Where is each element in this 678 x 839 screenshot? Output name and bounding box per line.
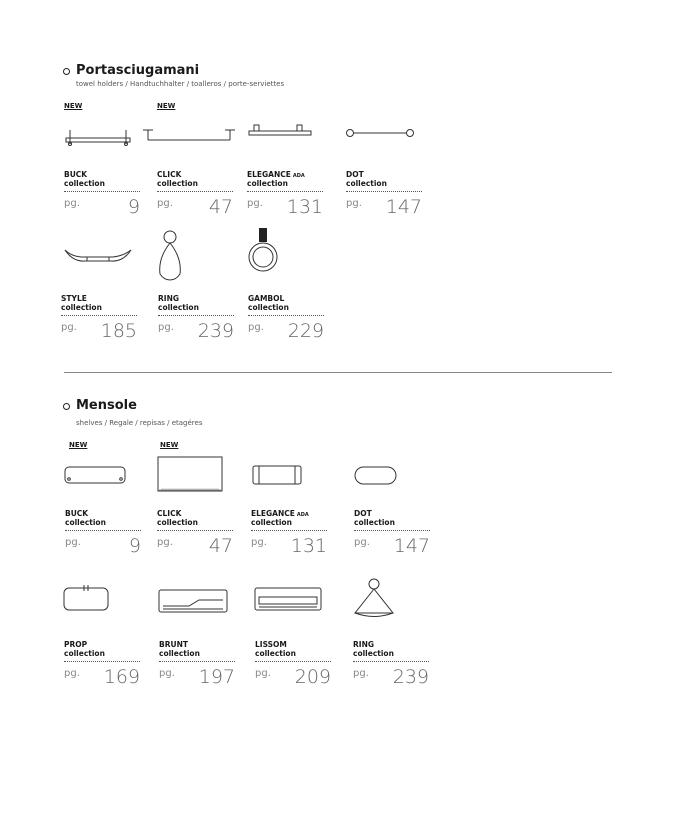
page-number: 47 bbox=[208, 535, 233, 557]
catalog-item[interactable] bbox=[157, 441, 237, 557]
section-title: Mensole bbox=[76, 398, 137, 413]
catalog-item[interactable] bbox=[346, 102, 426, 218]
catalog-item[interactable] bbox=[251, 441, 331, 557]
catalog-item[interactable] bbox=[354, 441, 434, 557]
dotted-divider bbox=[251, 530, 327, 531]
dotted-divider bbox=[346, 191, 422, 192]
section-subtitle: towel holders / Handtuchhalter / toalleros / porte-serviettes bbox=[76, 80, 285, 88]
item-collection-label: collection bbox=[157, 518, 198, 527]
item-name: PROP bbox=[64, 640, 88, 649]
page-prefix: pg. bbox=[64, 198, 80, 209]
page-number: 131 bbox=[286, 196, 323, 218]
dotted-divider bbox=[64, 191, 140, 192]
dotted-divider bbox=[354, 530, 430, 531]
lissom-shelf-icon bbox=[255, 586, 335, 636]
new-badge: NEW bbox=[69, 441, 88, 449]
elegance-shelf-icon bbox=[251, 455, 331, 505]
catalog-item[interactable] bbox=[65, 441, 145, 557]
item-collection-label: collection bbox=[255, 649, 296, 658]
catalog-item[interactable] bbox=[255, 572, 335, 688]
dotted-divider bbox=[157, 191, 233, 192]
item-collection-label: collection bbox=[354, 518, 395, 527]
page-prefix: pg. bbox=[157, 198, 173, 209]
item-collection-label: collection bbox=[157, 179, 198, 188]
item-collection-label: collection bbox=[158, 303, 199, 312]
dot-shelf-icon bbox=[354, 455, 434, 505]
page-number: 185 bbox=[100, 320, 137, 342]
catalog-item[interactable] bbox=[248, 226, 328, 342]
catalog-item[interactable] bbox=[159, 572, 239, 688]
page-number: 147 bbox=[393, 535, 430, 557]
page-prefix: pg. bbox=[248, 322, 264, 333]
page-prefix: pg. bbox=[64, 668, 80, 679]
item-name: BRUNT bbox=[159, 640, 188, 649]
bullet-icon bbox=[63, 403, 70, 410]
item-collection-label: collection bbox=[353, 649, 394, 658]
item-collection-label: collection bbox=[248, 303, 289, 312]
brunt-shelf-icon bbox=[159, 586, 239, 636]
item-name: STYLE bbox=[61, 294, 87, 303]
page-number: 131 bbox=[290, 535, 327, 557]
new-badge: NEW bbox=[160, 441, 179, 449]
item-collection-label: collection bbox=[65, 518, 106, 527]
item-collection-label: collection bbox=[64, 179, 105, 188]
ada-label: ADA bbox=[292, 173, 305, 179]
page-number: 239 bbox=[197, 320, 234, 342]
item-collection-label: collection bbox=[251, 518, 292, 527]
catalog-item[interactable] bbox=[64, 102, 144, 218]
bullet-icon bbox=[63, 68, 70, 75]
page-number: 239 bbox=[392, 666, 429, 688]
item-collection-label: collection bbox=[64, 649, 105, 658]
page-prefix: pg. bbox=[255, 668, 271, 679]
item-collection-label: collection bbox=[346, 179, 387, 188]
page-prefix: pg. bbox=[346, 198, 362, 209]
buck-shelf-icon bbox=[65, 455, 145, 505]
buck-towel-bar-icon bbox=[64, 116, 144, 166]
page-number: 147 bbox=[385, 196, 422, 218]
dotted-divider bbox=[157, 530, 233, 531]
ada-label: ADA bbox=[296, 512, 309, 518]
catalog-item[interactable] bbox=[158, 226, 238, 342]
catalog-item[interactable] bbox=[157, 102, 237, 218]
item-collection-label: collection bbox=[61, 303, 102, 312]
item-name: LISSOM bbox=[255, 640, 287, 649]
dotted-divider bbox=[255, 661, 331, 662]
page-prefix: pg. bbox=[61, 322, 77, 333]
page-number: 197 bbox=[198, 666, 235, 688]
section-title: Portasciugamani bbox=[76, 63, 200, 78]
dotted-divider bbox=[247, 191, 323, 192]
elegance-towel-bar-icon bbox=[247, 116, 327, 166]
page-number: 47 bbox=[208, 196, 233, 218]
page-prefix: pg. bbox=[251, 537, 267, 548]
page-prefix: pg. bbox=[354, 537, 370, 548]
item-name: DOT bbox=[354, 509, 372, 518]
item-name: BUCK bbox=[64, 170, 88, 179]
page-number: 169 bbox=[103, 666, 140, 688]
dotted-divider bbox=[248, 315, 324, 316]
page-prefix: pg. bbox=[158, 322, 174, 333]
catalog-item[interactable] bbox=[64, 572, 144, 688]
dotted-divider bbox=[353, 661, 429, 662]
item-name: DOT bbox=[346, 170, 364, 179]
item-name: GAMBOL bbox=[248, 294, 285, 303]
page-number: 9 bbox=[127, 196, 140, 218]
catalog-item[interactable] bbox=[61, 226, 141, 342]
click-shelf-icon bbox=[157, 455, 237, 505]
page-prefix: pg. bbox=[353, 668, 369, 679]
item-name: RING bbox=[158, 294, 179, 303]
new-badge: NEW bbox=[157, 102, 176, 110]
page-prefix: pg. bbox=[65, 537, 81, 548]
page-prefix: pg. bbox=[247, 198, 263, 209]
dotted-divider bbox=[64, 661, 140, 662]
page-prefix: pg. bbox=[159, 668, 175, 679]
section-divider bbox=[64, 372, 612, 373]
page-number: 9 bbox=[128, 535, 141, 557]
page-number: 229 bbox=[287, 320, 324, 342]
item-collection-label: collection bbox=[247, 179, 288, 188]
item-name: ELEGANCE bbox=[247, 170, 291, 179]
dotted-divider bbox=[158, 315, 234, 316]
page-prefix: pg. bbox=[157, 537, 173, 548]
gambol-towel-ring-icon bbox=[248, 240, 328, 290]
item-name: BUCK bbox=[65, 509, 89, 518]
item-collection-label: collection bbox=[159, 649, 200, 658]
item-name: RING bbox=[353, 640, 374, 649]
click-towel-bar-icon bbox=[157, 116, 237, 166]
prop-shelf-icon bbox=[64, 586, 144, 636]
item-name: CLICK bbox=[157, 170, 182, 179]
page-number: 209 bbox=[294, 666, 331, 688]
new-badge: NEW bbox=[64, 102, 83, 110]
dot-towel-bar-icon bbox=[346, 116, 426, 166]
dotted-divider bbox=[65, 530, 141, 531]
item-name: CLICK bbox=[157, 509, 182, 518]
dotted-divider bbox=[61, 315, 137, 316]
catalog-item[interactable] bbox=[353, 572, 433, 688]
catalog-item[interactable] bbox=[247, 102, 327, 218]
dotted-divider bbox=[159, 661, 235, 662]
style-towel-bar-icon bbox=[61, 240, 141, 290]
section-subtitle: shelves / Regale / repisas / etagéres bbox=[76, 419, 203, 427]
ring-towel-holder-icon bbox=[158, 240, 238, 290]
item-name: ELEGANCE bbox=[251, 509, 295, 518]
ring-shelf-icon bbox=[353, 586, 433, 636]
